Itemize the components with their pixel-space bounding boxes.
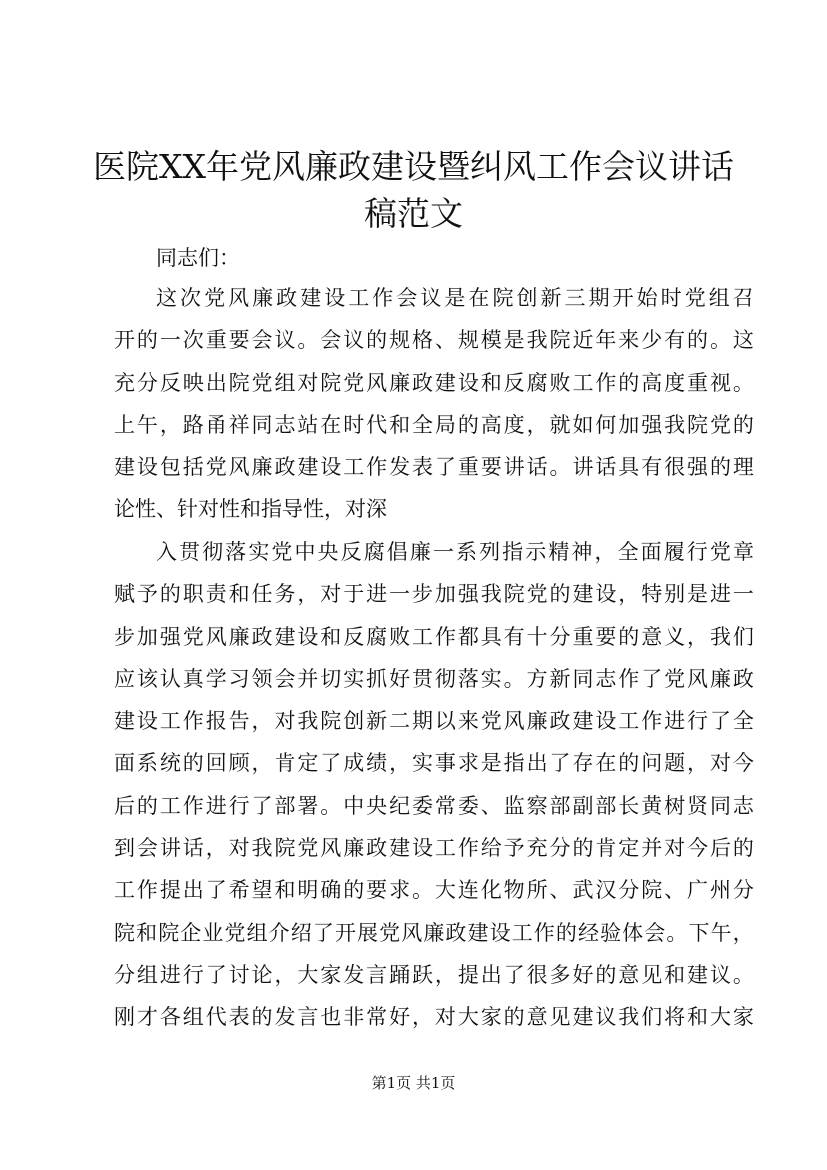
paragraph-line: 刚 才 各 组 代 表 的 发 言 也 非 常 好 ， 对 大 家 的 意 见 建 议 我 们 将 和 大 家 [114,1005,754,1030]
paragraph-line: 建 设 包 括 党 风 廉 政 建 设 工 作 发 表 了 重 要 讲 话 。 讲 话 具 有 很 强 的 理 [114,455,754,480]
paragraph-line: 步 加 强 党 风 廉 政 建 设 和 反 腐 败 工 作 都 具 有 十 分 重 要 的 意 义 ， 我 们 [114,624,754,649]
paragraph-line: 分 组 进 行 了 讨 论 ， 大 家 发 言 踊 跃 ， 提 出 了 很 多 好 的 意 见 和 建 议 。 [114,962,754,987]
document-title-line-2: 稿范文 [364,194,463,233]
paragraph-1 [114,277,754,531]
paragraph-line: 上 午 ， 路 甬 祥 同 志 站 在 时 代 和 全 局 的 高 度 ， 就 如 何 加 强 我 院 党 的 [114,412,754,437]
document-title-line-1: 医院XX年党风廉政建设暨纠风工作会议讲话 [93,147,734,186]
paragraph-line: 应 该 认 真 学 习 领 会 并 切 实 抓 好 贯 彻 落 实 。 方 新 同 志 作 了 党 风 廉 政 [114,666,754,691]
page-footer: 第1页 共1页 [371,1074,456,1092]
salutation: 同志们： [156,246,240,270]
paragraph-line: 建 设 工 作 报 告 ， 对 我 院 创 新 二 期 以 来 党 风 廉 政 建 设 工 作 进 行 了 全 [114,709,754,734]
paragraph-line: 论 性 、 针 对 性 和 指 导 性 ， 对 深 [114,497,387,522]
paragraph-2 [114,531,754,1039]
paragraph-line: 赋 予 的 职 责 和 任 务 ， 对 于 进 一 步 加 强 我 院 党 的 建 设 ， 特 别 是 进 一 [114,582,754,607]
paragraph-line: 充 分 反 映 出 院 党 组 对 院 党 风 廉 政 建 设 和 反 腐 败 工 作 的 高 度 重 视 。 [114,370,754,395]
paragraph-line: 工 作 提 出 了 希 望 和 明 确 的 要 求 。 大 连 化 物 所 、 武 汉 分 院 、 广 州 分 [114,878,754,903]
paragraph-line: 院 和 院 企 业 党 组 介 绍 了 开 展 党 风 廉 政 建 设 工 作 的 经 验 体 会 。 下 午 ， [114,920,754,945]
paragraph-line: 开 的 一 次 重 要 会 议 。 会 议 的 规 格 、 规 模 是 我 院 近 年 来 少 有 的 。 这 [114,328,754,353]
paragraph-line: 入 贯 彻 落 实 党 中 央 反 腐 倡 廉 一 系 列 指 示 精 神 ， 全 面 履 行 党 章 [156,540,754,564]
paragraph-line: 到 会 讲 话 ， 对 我 院 党 风 廉 政 建 设 工 作 给 予 充 分 的 肯 定 并 对 今 后 的 [114,836,754,861]
paragraph-line: 面 系 统 的 回 顾 ， 肯 定 了 成 绩 ， 实 事 求 是 指 出 了 存 在 的 问 题 ， 对 今 [114,751,754,776]
paragraph-line: 这 次 党 风 廉 政 建 设 工 作 会 议 是 在 院 创 新 三 期 开 始 时 党 组 召 [156,286,754,310]
paragraph-line: 后 的 工 作 进 行 了 部 署 。 中 央 纪 委 常 委 、 监 察 部 副 部 长 黄 树 贤 同 志 [114,793,754,818]
